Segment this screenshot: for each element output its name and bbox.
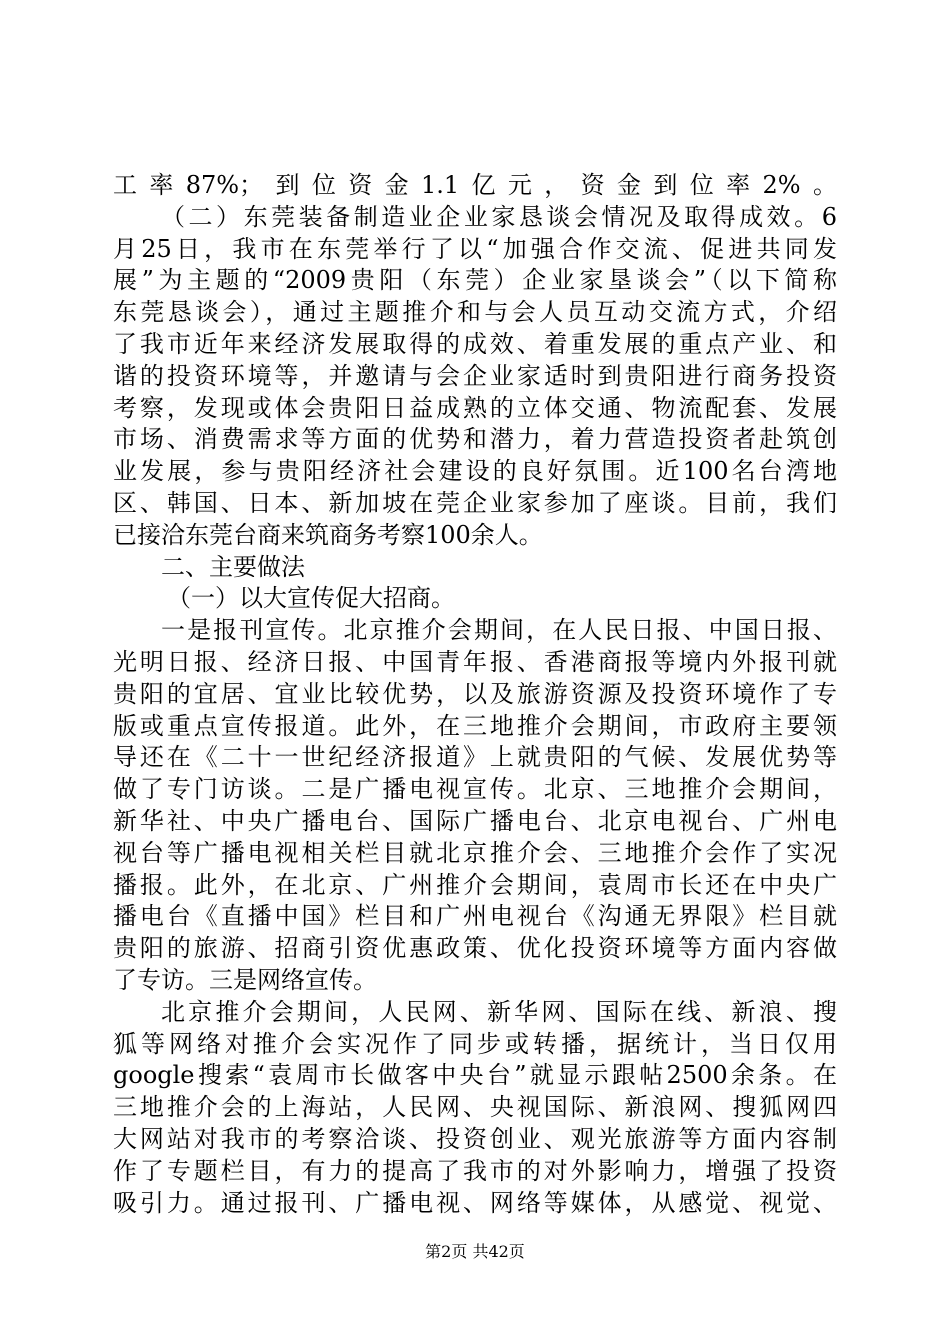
text-line: 区、韩国、日本、新加坡在莞企业家参加了座谈。目前，我们 xyxy=(113,488,837,517)
text-line: （二）东莞装备制造业企业家恳谈会情况及取得成效。6 xyxy=(161,202,837,231)
text-line: 一是报刊宣传。北京推介会期间，在人民日报、中国日报、 xyxy=(161,616,837,645)
text-line: 播电台《直播中国》栏目和广州电视台《沟通无界限》栏目就 xyxy=(113,902,837,931)
text-line: 大网站对我市的考察洽谈、投资创业、观光旅游等方面内容制 xyxy=(113,1124,837,1153)
text-line: 北京推介会期间，人民网、新华网、国际在线、新浪、搜 xyxy=(161,997,837,1026)
text-line: 考察，发现或体会贵阳日益成熟的立体交通、物流配套、发展 xyxy=(113,393,837,422)
text-line: 东莞恳谈会），通过主题推介和与会人员互动交流方式，介绍 xyxy=(113,298,837,327)
subsection-heading: （一）以大宣传促大招商。 xyxy=(167,584,455,613)
text-line: 了专访。三是网络宣传。 xyxy=(113,965,377,994)
page-number-footer: 第2页 共42页 xyxy=(425,1242,525,1261)
text-line: 版或重点宣传报道。此外，在三地推介会期间，市政府主要领 xyxy=(113,711,837,740)
text-line: 新华社、中央广播电台、国际广播电台、北京电视台、广州电 xyxy=(113,806,837,835)
text-line: 视台等广播电视相关栏目就北京推介会、三地推介会作了实况 xyxy=(113,838,837,867)
text-line: google搜索“袁周市长做客中央台”就显示跟帖2500余条。在 xyxy=(113,1061,837,1090)
text-line: 展”为主题的“2009贵阳（东莞）企业家垦谈会”（以下简称 xyxy=(113,266,837,295)
text-line: 贵阳的宜居、宜业比较优势，以及旅游资源及投资环境作了专 xyxy=(113,679,837,708)
text-line: 吸引力。通过报刊、广播电视、网络等媒体，从感觉、视觉、 xyxy=(113,1188,837,1217)
text-line: 狐等网络对推介会实况作了同步或转播，据统计，当日仅用 xyxy=(113,1029,837,1058)
text-line: 作了专题栏目，有力的提高了我市的对外影响力，增强了投资 xyxy=(113,1156,837,1185)
text-line: 光明日报、经济日报、中国青年报、香港商报等境内外报刊就 xyxy=(113,647,837,676)
text-line: 工率87%；到位资金1.1亿元，资金到位率2%。 xyxy=(113,171,837,199)
text-line: 贵阳的旅游、招商引资优惠政策、优化投资环境等方面内容做 xyxy=(113,934,837,963)
text-line: 月25日，我市在东莞举行了以“加强合作交流、促进共同发 xyxy=(113,234,837,263)
text-line: 业发展，参与贵阳经济社会建设的良好氛围。近100名台湾地 xyxy=(113,457,837,486)
text-line: 播报。此外，在北京、广州推介会期间，袁周市长还在中央广 xyxy=(113,870,837,899)
text-line: 谐的投资环境等，并邀请与会企业家适时到贵阳进行商务投资 xyxy=(113,361,837,390)
text-line: 了我市近年来经济发展取得的成效、着重发展的重点产业、和 xyxy=(113,329,837,358)
text-line: 已接洽东莞台商来筑商务考察100余人。 xyxy=(113,520,543,549)
document-body xyxy=(113,170,837,1219)
section-heading: 二、主要做法 xyxy=(161,552,305,581)
text-line: 三地推介会的上海站，人民网、央视国际、新浪网、搜狐网四 xyxy=(113,1093,837,1122)
text-line: 市场、消费需求等方面的优势和潜力，着力营造投资者赴筑创 xyxy=(113,425,837,454)
text-line: 做了专门访谈。二是广播电视宣传。北京、三地推介会期间， xyxy=(113,775,837,804)
text-line: 导还在《二十一世纪经济报道》上就贵阳的气候、发展优势等 xyxy=(113,743,837,772)
